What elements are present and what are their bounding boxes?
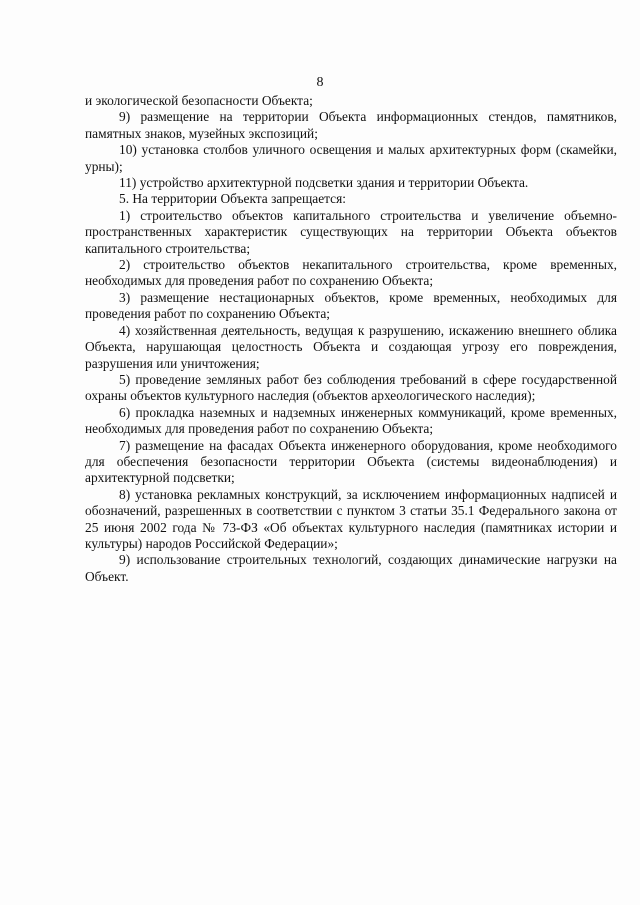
paragraph-prohibited-item-8: 8) установка рекламных конструкций, за исключением информационных надписей и обозначений, разрешенных в соответствии с пунктом 3 статьи 35.1 Федерального закона от 25 июня 2002 года № 73-ФЗ «Об объектах культурного наследия (памятниках истории и культуры) народов Российской Федерации»; xyxy=(85,486,617,551)
paragraph-item-11-architectural-lighting: 11) устройство архитектурной подсветки здания и территории Объекта. xyxy=(119,175,529,191)
paragraph-item-9-info-stands: 9) размещение на территории Объекта информационных стендов, памятников, памятных знаков, музейных экспозиций; xyxy=(85,109,617,141)
paragraph-prohibited-item-4: 4) хозяйственная деятельность, ведущая к разрушению, искажению внешнего облика Объекта, нарушающая целостность Объекта и создающая угрозу его повреждения, разрушения или уничтожения; xyxy=(85,322,617,371)
paragraph-item-10-street-lighting: 10) установка столбов уличного освещения и малых архитектурных форм (скамейки, урны); xyxy=(85,142,617,174)
paragraph-prohibited-item-5: 5) проведение земляных работ без соблюдения требований в сфере государственной охраны объектов культурного наследия (объектов археологического наследия); xyxy=(85,371,617,404)
paragraph-section-5-heading: 5. На территории Объекта запрещается: xyxy=(119,191,346,207)
paragraph-prohibited-item-2: 2) строительство объектов некапитального строительства, кроме временных, необходимых для проведения работ по сохранению Объекта; xyxy=(85,257,617,289)
paragraph-continuation: и экологической безопасности Объекта; xyxy=(85,93,313,108)
paragraph-prohibited-item-6: 6) прокладка наземных и надземных инженерных коммуникаций, кроме временных, необходимых для проведения работ по сохранению Объекта; xyxy=(85,404,617,437)
paragraph-prohibited-item-9: 9) использование строительных технологий, создающих динамические нагрузки на Объект. xyxy=(85,552,617,584)
paragraph-prohibited-item-7: 7) размещение на фасадах Объекта инженерного оборудования, кроме необходимого для обеспечения безопасности территории Объекта (системы видеонаблюдения) и архитектурной подсветки; xyxy=(85,437,617,486)
paragraph-prohibited-item-3: 3) размещение нестационарных объектов, кроме временных, необходимых для проведения работ по сохранению Объекта; xyxy=(85,289,617,322)
document-body xyxy=(85,93,617,585)
paragraph-prohibited-item-1: 1) строительство объектов капитального строительства и увеличение объемно-пространственных характеристик существующих на территории Объекта объектов капитального строительства; xyxy=(85,207,617,256)
page-number: 8 xyxy=(316,75,324,90)
